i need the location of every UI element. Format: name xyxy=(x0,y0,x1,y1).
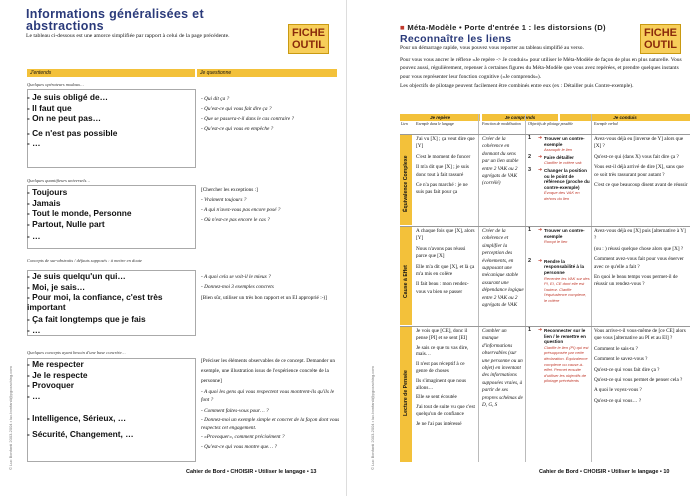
phrase: - Je suis quelqu'un qui… xyxy=(27,271,126,281)
phrase-list xyxy=(27,187,132,242)
arrow-icon: ➜ xyxy=(538,228,543,233)
fiche-outil-badge: FICHE OUTIL xyxy=(640,24,681,54)
objectives-cell xyxy=(528,136,590,204)
function-cell: Créer de la cohérence et simplifier la perception des événements, en supposant une mécanique stable assurant une dépendance logique entre 2 VAK ou 2 agrégats de VAK xyxy=(482,228,524,309)
phrase: - Ça fait longtemps que je fais xyxy=(27,314,146,324)
arrow-icon: ➜ xyxy=(538,258,543,264)
bullet-icon: ■ xyxy=(400,23,405,32)
verbal-example: Qu'est-ce qui vous… ? xyxy=(594,397,642,404)
objective: 2 ➜ Rendre la responsabilité à la personne Recentre les VAK sur des PI, EI, CE dont elle est l'auteur. Clarifie l'équivalence complexe, le critère xyxy=(528,257,590,303)
verbal-example: (ou : ) réussi quelque chose alors que [X] ? xyxy=(594,245,684,252)
column-header-je-conduis: Je conduis xyxy=(560,114,690,121)
objective: 1 ➜ Trouver un contre-exemple Assouplir le lien xyxy=(528,135,585,153)
example: C'est le moment de foncer xyxy=(416,153,471,160)
phrase: - Me respecter xyxy=(27,359,84,369)
phrase: - … xyxy=(27,138,41,148)
phrase: - Moi, je sais… xyxy=(27,281,86,292)
subheader-objectifs: Objectifs de pilotage possible xyxy=(528,122,574,126)
example: Je vois que [CE], donc il pense [PI] et se sent [EI] xyxy=(416,328,468,341)
question: [Chercher les exceptions :] xyxy=(201,187,258,193)
page-footer: Cahier de Bord • CHOISIR • Utiliser le langage • 13 xyxy=(186,469,317,475)
example-cell xyxy=(416,136,476,200)
verbal-example: En quoi le beau temps vous permet-il de réussir un rendez-vous ? xyxy=(594,274,678,288)
phrase: - Pour moi, la confiance, c'est très important xyxy=(27,292,163,312)
phrase: - Je suis obligé de… xyxy=(27,92,108,102)
verbal-example: Avez-vous déjà eu [inverse de Y] alors que [X] ? xyxy=(594,136,684,150)
row-category: Équivalence Complexe xyxy=(403,155,409,212)
verbal-example: Comment avez-vous fait pour vous énerver avec ce qu'elle a fait ? xyxy=(594,256,684,270)
question: - Qu'est-ce qui vous montre que… ? xyxy=(201,444,277,450)
example: Ils s'imaginent que nous allons… xyxy=(416,377,467,391)
question: - A quoi cela se voit-il le mieux ? xyxy=(201,274,271,280)
verbal-example: Vous est-il déjà arrivé de dire [X], sans que ce soit très rassurant pour autant ? xyxy=(594,164,684,178)
page-kicker: ■ Méta-Modèle • Porte d'entrée 1 : les distorsions (D) xyxy=(400,23,606,32)
phrase-list xyxy=(27,271,192,335)
question-list xyxy=(201,272,341,302)
verbal-cell xyxy=(594,228,688,292)
question: - Donnez-moi un exemple simple et concret de la façon dont vous respectez cet engagement. xyxy=(201,417,340,431)
objective: 2 ➜ Faire détailler Clarifier le critère vak xyxy=(528,153,582,166)
question-list xyxy=(201,356,341,452)
row-category: Lecture de Pensée xyxy=(403,370,409,416)
question: - Donnez-moi 3 exemples concrets xyxy=(201,284,274,290)
question-list xyxy=(201,94,341,134)
left-page xyxy=(0,0,347,496)
question: [Bien sûr, utiliser un très bon rapport et un EI approprié :-)] xyxy=(201,295,327,301)
column-header-jentends: J'entends xyxy=(27,69,195,77)
example: J'ai vu [X] ; ça veut dire que [Y] xyxy=(416,136,475,150)
example: Elle m'a dit que [X], et là ça m'a mis en colère xyxy=(416,263,475,278)
subheader-exemple-verbal: Exemple verbal xyxy=(594,122,618,126)
example: Il n'est pas réceptif à ce genre de choses xyxy=(416,361,465,374)
arrow-icon: ➜ xyxy=(538,154,543,160)
right-page xyxy=(352,0,700,496)
phrase: - Tout le monde, Personne xyxy=(27,208,132,218)
objectives-cell xyxy=(528,228,590,306)
page-subtitle: Le tableau ci-dessous est une amorce simplifiée par rapport à celui de la page précédente. xyxy=(26,33,230,39)
subheader-exemple: Exemple dans le langage xyxy=(416,122,455,126)
subheader-fonction: Fonction de modélisation xyxy=(482,122,521,126)
question: - Qu'est-ce qui vous fait dire ça ? xyxy=(201,106,272,112)
intro-text xyxy=(400,44,690,92)
objective: 3 ➜ Changer la position ou le point de référence (proche du contre-exemple) Évoque des VAK en dehors du lien xyxy=(528,166,590,201)
example: Je sais ce que tu vas dire, mais… xyxy=(416,344,469,358)
distortions-table xyxy=(400,114,690,462)
question: [Préciser les éléments observables de ce concept. Demander un exemple, une illustration issus de l'expérience concrète de la personne] xyxy=(201,358,335,384)
function-cell: Créer de la cohérence en donnant du sens par un lien stable entre 2 VAK ou 2 agrégats de VAK (corrélé) xyxy=(482,136,519,187)
arrow-icon: ➜ xyxy=(538,328,543,333)
phrase: - … xyxy=(27,390,41,401)
example: Je ne l'ai pas intéressé xyxy=(416,420,462,427)
example: Nous n'avons pas réussi parce que [X] xyxy=(416,245,466,260)
phrase: - Il faut que xyxy=(27,102,72,113)
verbal-example: Qu'est-ce qui vous permet de penser cela ? xyxy=(594,377,683,384)
verbal-example: C'est ce que beaucoup disent avant de réussir xyxy=(594,182,688,189)
question: - Qu'est-ce qui vous en empêche ? xyxy=(201,126,274,132)
group-caption: Quelques quantifieurs universels… xyxy=(27,178,91,183)
question-list xyxy=(201,185,341,225)
phrase: - Provoquer xyxy=(27,380,74,390)
phrase: - Sécurité, Changement, … xyxy=(27,428,134,439)
example-cell xyxy=(416,328,476,431)
question: - Vraiment toujours ? xyxy=(201,197,247,203)
page-title: Informations généralisées et abstractions xyxy=(26,7,204,33)
copyright-note: © Luc Bonfanti 2003-2004 • luc.bonfanti@pgcoaching.com xyxy=(8,366,13,470)
verbal-example: Avez-vous déjà eu [X] puis [alternative à Y] ? xyxy=(594,228,686,242)
phrase-list xyxy=(27,359,134,439)
verbal-example: Qu'est-ce qui (dans X) vous fait dire ça ? xyxy=(594,153,679,160)
question: - Qui dit ça ? xyxy=(201,96,230,102)
column-header-je-questionne: Je questionne xyxy=(197,69,337,77)
phrase: - Je le respecte xyxy=(27,369,88,380)
example: Il fait beau : mon rendez-vous va bien se passer xyxy=(416,281,469,295)
phrase: - On ne peut pas… xyxy=(27,113,101,123)
group-caption: Quelques concepts ayant besoin d'une base concrète… xyxy=(27,350,126,355)
question: - A qui n'avez-vous pas encore posé ? xyxy=(201,207,281,213)
phrase: - … xyxy=(27,231,41,241)
page-title: Reconnaître les liens xyxy=(400,33,512,45)
question: - «Provoquer», comment précisément ? xyxy=(201,434,285,440)
fiche-outil-badge: FICHE OUTIL xyxy=(288,24,329,54)
function-cell: Combler un manque d'informations observables (sur une personne ou un objet) en inventant des informations supposées vraies, à partir de ses propres schémas de D, G, S xyxy=(482,328,523,409)
intro-paragraph: Pour un démarrage rapide, vous pouvez vous reporter au tableau simplifié au verso. xyxy=(400,45,584,51)
verbal-example: Vous arrive-t-il vous-même de [ce CE] alors que vous [alternative au PI et au EI] ? xyxy=(594,328,686,342)
verbal-cell xyxy=(594,328,688,408)
verbal-example: Comment le savez-vous ? xyxy=(594,356,648,363)
question: - A quoi les gens qui vous respectent vous montrent-ils qu'ils le font ? xyxy=(201,389,335,403)
example: J'ai tout de suite vu que c'est quelqu'un de confiance xyxy=(416,404,475,417)
question: - Que se passera-t-il dans le cas contraire ? xyxy=(201,116,295,122)
phrase-list xyxy=(27,92,117,149)
example: Ce n'a pas marché : je ne suis pas fait pour ça xyxy=(416,182,468,196)
question: - Comment faites-vous pour… ? xyxy=(201,408,269,414)
phrase: - … xyxy=(27,324,41,335)
verbal-example: Comment le sais-tu ? xyxy=(594,345,638,352)
phrase: - Toujours xyxy=(27,187,68,197)
example-cell xyxy=(416,228,476,299)
example: Il m'a dit que [X] ; je suis donc tout à fait rassuré xyxy=(416,164,469,178)
question: - Où n'est-ce pas encore le cas ? xyxy=(201,217,270,223)
phrase: - Partout, Nulle part xyxy=(27,218,105,229)
intro-paragraph: Les objectifs de pilotage peuvent facilement être combinés entre eux (ex : Détailler puis Contre-exemple). xyxy=(400,83,634,89)
example: Elle se sent écoutée xyxy=(416,394,457,401)
group-caption: Quelques opérateurs modaux… xyxy=(27,82,84,87)
verbal-cell xyxy=(594,136,688,192)
objectives-cell xyxy=(528,328,590,386)
phrase: - Intelligence, Sérieux, … xyxy=(27,413,127,423)
verbal-example: Qu'est-ce qui vous fait dire ça ? xyxy=(594,366,660,373)
intro-paragraph: Pour vous vous ancrer le réflexe «Je repère -> Je conduis» pour utiliser le Méta-Modèle de façon de plus en plus naturelle. Vous pouvez aussi, régulièrement, repenser à certaines figures du Méta-Modèle que vous avez repérées, et prendre quelques instants pour vous représenter leur fonction cognitive («Je comprends»). xyxy=(400,56,682,80)
column-header-je-repere: Je repère xyxy=(400,114,480,121)
column-header-je-comprends: Je comprends xyxy=(482,114,558,121)
arrow-icon: ➜ xyxy=(538,167,543,173)
row-category: Cause à Effet xyxy=(403,265,409,298)
objective: 1 ➜ Trouver un contre-exemple Rompt le lien xyxy=(528,227,585,245)
example: A chaque fois que [X], alors [Y] xyxy=(416,228,475,242)
phrase: - Ce n'est pas possible xyxy=(27,127,118,138)
subheader-lien: Lien xyxy=(401,122,408,126)
group-caption: Concepts de sur-abstraits / défauts supposés : à mettre en doute xyxy=(27,258,142,263)
verbal-example: A quoi le voyez-vous ? xyxy=(594,387,642,394)
page-footer: Cahier de Bord • CHOISIR • Utiliser le langage • 10 xyxy=(539,469,670,475)
copyright-note: © Luc Bonfanti 2003-2004 • luc.bonfanti@pgcoaching.com xyxy=(370,366,375,470)
arrow-icon: ➜ xyxy=(538,136,543,141)
objective: 1 ➜ Reconnecter sur le lien / le remettre en question Clarifie le lien (PI) qui est présupposée par cette déclaration. Équivalence complexe ou cause-à-effet. Permet ensuite d'utiliser les objectifs de pilotage précédents xyxy=(528,327,589,384)
phrase: - Jamais xyxy=(27,197,61,208)
